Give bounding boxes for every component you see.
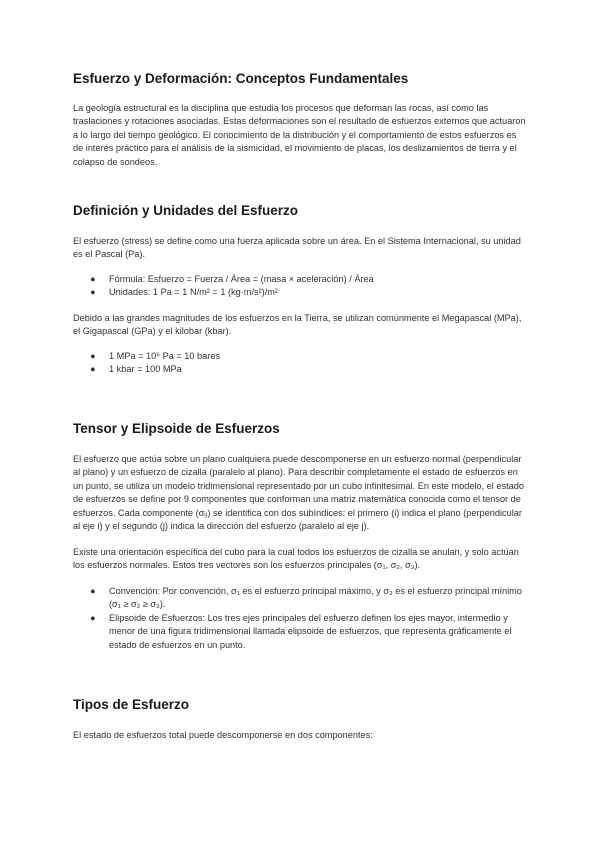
list-equivalencias — [73, 350, 528, 377]
paragraph-esfuerzos-principales: Existe una orientación específica del cubo para la cual todos los esfuerzos de cizalla se anulan, y solo actúan los esfuerzos normales. Estos tres vectores son los esfuerzos principales (σ₁, σ₂, σ₃). — [73, 547, 519, 571]
list-item — [73, 286, 528, 299]
list-item-text: 1 MPa = 10⁶ Pa = 10 bares — [109, 351, 221, 361]
paragraph-magnitudes: Debido a las grandes magnitudes de los esfuerzos en la Tierra, se utilizan comúnmente el Megapascal (MPa), el Gigapascal (GPa) y el kilobar (kbar). — [73, 313, 522, 337]
bullet-icon: ● — [90, 364, 96, 375]
section-title-tensor-elipsoide: Tensor y Elipsoide de Esfuerzos — [73, 421, 280, 436]
list-item — [73, 273, 528, 286]
bullet-icon: ● — [90, 586, 96, 596]
bullet-icon: ● — [90, 274, 96, 284]
list-item-text: Elipsoide de Esfuerzos: Los tres ejes principales del esfuerzo definen los ejes mayor, intermedio y menor de una figura tridimensional llamada elipsoide de esfuerzos, que representa gráficamente el estado de esfuerzos en un punto. — [109, 612, 512, 650]
section-title-definicion-unidades: Definición y Unidades del Esfuerzo — [73, 203, 299, 218]
paragraph-intro: La geología estructural es la disciplina que estudia los procesos que deforman las rocas, así como las traslaciones y rotaciones asociadas. Estas deformaciones son el resultado de esfuerzos externos que actuaron a lo largo del tiempo geológico. El conocimiento de la distribución y el comportamiento de estos esfuerzos es de interés práctico para el análisis de la sismicidad, el movimiento de placas, los deslizamientos de tierra y el colapso de sondeos. — [73, 103, 526, 167]
section-title-tipos-esfuerzo: Tipos de Esfuerzo — [73, 697, 190, 712]
bullet-icon: ● — [90, 287, 96, 298]
paragraph-tensor: El esfuerzo que actúa sobre un plano cualquiera puede descomponerse en un esfuerzo normal (perpendicular al plano) y un esfuerzo de cizalla (paralelo al plano). Para describir completamente el estado de esfuerzos en un punto, se utiliza un modelo tridimensional representado por un cubo infinitesimal. En este modelo, el estado de esfuerzos se define por 9 componentes que conforman una matriz matemática conocida como el tensor de esfuerzos. Cada componente (σᵢⱼ) se identifica con dos subíndices: el primero (i) indica el plano (perpendicular al eje i) y el segundo (j) indica la dirección del esfuerzo (paralelo al eje j). — [73, 454, 524, 532]
list-item — [73, 612, 528, 652]
list-item — [73, 585, 528, 612]
bullet-icon: ● — [90, 351, 96, 361]
section-title-esfuerzo-deformacion: Esfuerzo y Deformación: Conceptos Fundamentales — [73, 71, 409, 86]
list-convencion-elipsoide — [73, 585, 528, 652]
list-item-text: Unidades: 1 Pa = 1 N/m² = 1 (kg·m/s²)/m² — [109, 287, 278, 298]
list-item — [73, 363, 528, 376]
paragraph-tipos: El estado de esfuerzos total puede descomponerse en dos componentes: — [73, 730, 373, 740]
list-item-text: Fórmula: Esfuerzo = Fuerza / Área = (masa × aceleración) / Área — [109, 274, 374, 284]
list-item-text: 1 kbar = 100 MPa — [109, 364, 182, 375]
list-formula-unidades — [73, 273, 528, 300]
bullet-icon: ● — [90, 612, 96, 623]
list-item-text: Convención: Por convención, σ₁ es el esfuerzo principal máximo, y σ₃ es el esfuerzo principal mínimo (σ₁ ≥ σ₂ ≥ σ₃). — [109, 586, 522, 610]
paragraph-definicion: El esfuerzo (stress) se define como una fuerza aplicada sobre un área. En el Sistema Internacional, su unidad es el Pascal (Pa). — [73, 236, 521, 260]
list-item — [73, 350, 528, 363]
